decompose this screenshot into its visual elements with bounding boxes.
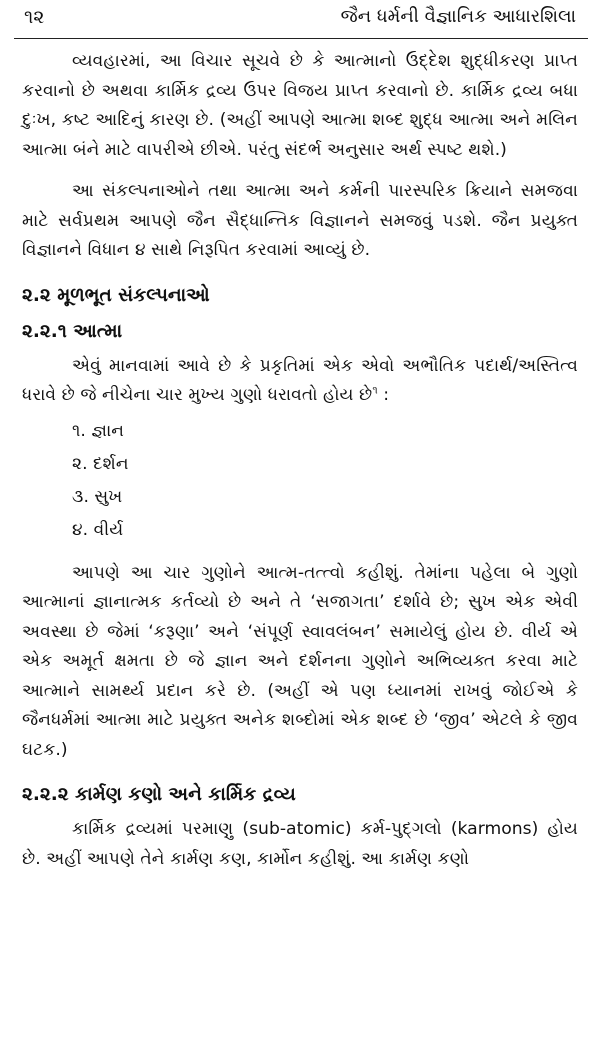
footnote-marker: ૧ (372, 383, 378, 397)
page-body (22, 39, 578, 874)
soul-intro-text: એવું માનવામાં આવે છે કે પ્રકૃતિમાં એક એવો અભૌતિક પદાર્થ/અસ્તિત્વ ધરાવે છે જે નીચેના ચાર મુખ્ય ગુણો ધરાવતો હોય છે (22, 355, 578, 405)
paragraph-karmic-matter: કાર્મિક દ્રવ્યમાં પરમાણુ (sub-atomic) કર્મ-પુદ્ગલો (karmons) હોય છે. અહીં આપણે તેને કાર્મણ કણ, કાર્મોન કહીશું. આ કાર્મણ કણો (22, 819, 578, 869)
paragraph-soul-explanation: આપણે આ ચાર ગુણોને આત્મ-તત્ત્વો કહીશું. તેમાંના પહેલા બે ગુણો આત્માનાં જ્ઞાનાત્મક કર્તવ્યો છે અને તે ‘સજાગતા’ દર્શાવે છે; સુખ એક એવી અવસ્થા છે જેમાં ‘કરૂણા’ અને ‘સંપૂર્ણ સ્વાવલંબન’ સમાયેલું હોય છે. વીર્ય એ એક અમૂર્ત ક્ષમતા છે જે જ્ઞાન અને દર્શનના ગુણોને અભિવ્યક્ત કરવા માટે આત્માને સામર્થ્ય પ્રદાન કરે છે. (અહીં એ પણ ધ્યાનમાં રાખવું જોઈએ કે જૈનધર્મમાં આત્મા માટે પ્રયુક્ત અનેક શબ્દોમાં એક શબ્દ છે ‘જીવ’ એટલે કે જીવ ઘટક.) (22, 562, 578, 760)
list-item: ૨. દર્શન (72, 453, 129, 474)
list-item: ૧. જ્ઞાન (72, 420, 125, 441)
heading-soul: ૨.૨.૧ આત્મા (22, 320, 123, 342)
page-header (14, 0, 588, 39)
page-number: ૧૨ (24, 6, 45, 28)
heading-karmic-particles: ૨.૨.૨ કાર્મણ કણો અને કાર્મિક દ્રવ્ય (22, 784, 296, 805)
paragraph-soul-intro (22, 352, 578, 411)
list-item: ૩. સુખ (72, 486, 123, 507)
paragraph-concepts: આ સંકલ્પનાઓને તથા આત્મા અને કર્મની પારસ્પરિક ક્રિયાને સમજવા માટે સર્વપ્રથમ આપણે જૈન સૈદ્ધાન્તિક વિજ્ઞાનને સમજવું પડશે. જૈન પ્રયુક્ત વિજ્ઞાનને વિધાન ૪ સાથે નિરૂપિત કરવામાં આવ્યું છે. (22, 181, 578, 260)
soul-intro-end: : (383, 385, 389, 405)
heading-basic-concepts: ૨.૨ મૂળભૂત સંકલ્પનાઓ (22, 284, 210, 306)
paragraph-practice: વ્યવહારમાં, આ વિચાર સૂચવે છે કે આત્માનો ઉદ્દેશ શુદ્ધીકરણ પ્રાપ્ત કરવાનો છે અથવા કાર્મિક દ્રવ્ય ઉપર વિજય પ્રાપ્ત કરવાનો છે. કાર્મિક દ્રવ્ય બધા દુઃખ, કષ્ટ આદિનું કારણ છે. (અહીં આપણે આત્મા શબ્દ શુદ્ધ આત્મા અને મલિન આત્મા બંને માટે વાપરીએ છીએ. પરંતુ સંદર્ભ અનુસાર અર્થ સ્પષ્ટ થશે.) (22, 51, 578, 160)
soul-qualities-list (22, 415, 578, 547)
running-title: જૈન ધર્મની વૈજ્ઞાનિક આધારશિલા (340, 6, 576, 27)
list-item: ૪. વીર્ય (72, 519, 124, 540)
